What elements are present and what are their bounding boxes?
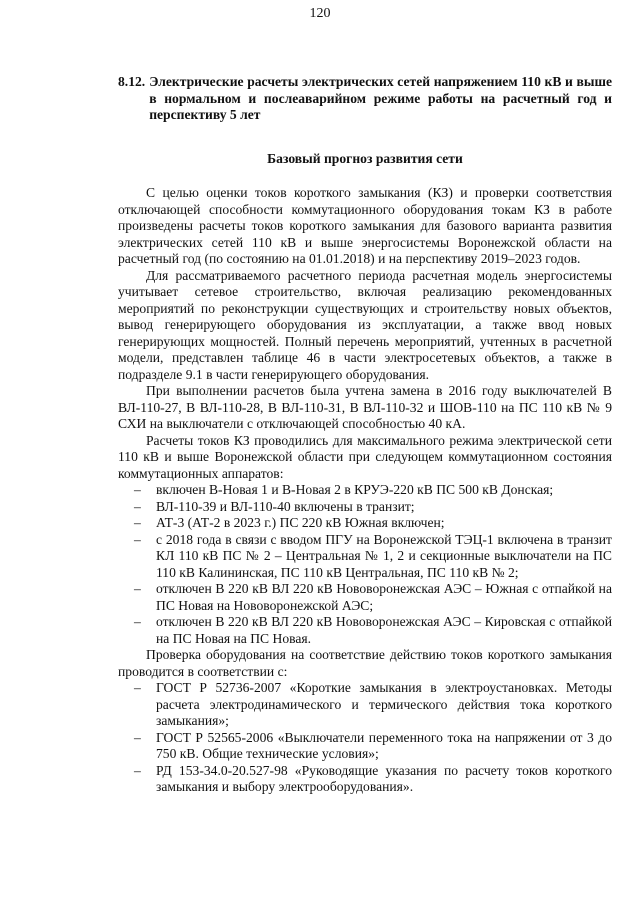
page-number: 120	[309, 6, 331, 21]
dash-marker: –	[134, 614, 141, 629]
list-item	[118, 499, 612, 516]
list-item-text: ГОСТ Р 52736-2007 «Короткие замыкания в электроустановках. Методы расчета электродинамического и термического действия тока короткого замыкания»;	[156, 680, 612, 728]
list-item-text: отключен В 220 кВ ВЛ 220 кВ Нововоронежская АЭС – Южная с отпайкой на ПС Новая на Нововоронежской АЭС;	[156, 581, 612, 613]
paragraph-breakers: При выполнении расчетов была учтена замена в 2016 году выключателей В ВЛ-110-27, В ВЛ-110-28, В ВЛ-110-31, В ВЛ-110-32 и ШОВ-110 на ПС 110 кВ № 9 СХИ на выключатели с отключающей способностью 40 кА.	[118, 383, 612, 431]
section-number: 8.12.	[118, 74, 146, 89]
list-item	[118, 680, 612, 730]
list-item	[118, 730, 612, 763]
paragraph-check: Проверка оборудования на соответствие действию токов короткого замыкания проводится в соответствии с:	[118, 647, 612, 679]
document-body	[118, 74, 612, 796]
dash-marker: –	[134, 482, 141, 497]
dash-marker: –	[134, 581, 141, 596]
list-item-text: ВЛ-110-39 и ВЛ-110-40 включены в транзит;	[156, 498, 415, 514]
list-item-text: ГОСТ Р 52565-2006 «Выключатели переменного тока на напряжении от 3 до 750 кВ. Общие технические условия»;	[156, 729, 612, 761]
standards-list	[118, 680, 612, 796]
states-list	[118, 482, 612, 647]
list-item	[118, 482, 612, 499]
subheading: Базовый прогноз развития сети	[267, 150, 463, 166]
dash-marker: –	[134, 729, 141, 745]
paragraph-conditions: Расчеты токов КЗ проводились для максимального режима электрической сети 110 кВ и выше Воронежской области при следующем коммутационном состояния коммутационных аппаратов:	[118, 432, 612, 481]
dash-marker: –	[134, 680, 141, 695]
list-item-text: отключен В 220 кВ ВЛ 220 кВ Нововоронежская АЭС – Кировская с отпайкой на ПС Новая на ПС Новая.	[156, 614, 612, 646]
list-item	[118, 515, 612, 532]
dash-marker: –	[134, 762, 141, 778]
list-item	[118, 581, 612, 614]
list-item-text: с 2018 года в связи с вводом ПГУ на Воронежской ТЭЦ-1 включена в транзит КЛ 110 кВ ПС № 2 – Центральная № 1, 2 и секционные выключатели на ПС 110 кВ Калининская, ПС 110 кВ Центральная, ПС 110 кВ № 2;	[156, 531, 612, 580]
dash-marker: –	[134, 498, 141, 514]
list-item-text: РД 153-34.0-20.527-98 «Руководящие указания по расчету токов короткого замыкания и выбору электрооборудования».	[156, 762, 612, 794]
list-item	[118, 532, 612, 582]
list-item	[118, 763, 612, 796]
paragraph-model: Для рассматриваемого расчетного периода расчетная модель энергосистемы учитывает сетевое строительство, включая реализацию рекомендованных мероприятий по реконструкции существующих и строительству новых объектов, вывод генерирующего оборудования из эксплуатации, а также ввод новых генерирующих мощностей. Полный перечень мероприятий, учтенных в расчетной модели, представлен таблице 46 в части электросетевых объектов, а также в подразделе 9.1 в части генерирующего оборудования.	[118, 267, 612, 382]
section-title: Электрические расчеты электрических сетей напряжением 110 кВ и выше в нормальном и послеаварийном режиме работы на расчетный год и перспективу 5 лет	[149, 74, 612, 122]
section-heading	[118, 74, 612, 124]
dash-marker: –	[134, 515, 141, 530]
paragraph-intro: С целью оценки токов короткого замыкания (КЗ) и проверки соответствия отключающей способности коммутационного оборудования токам КЗ в работе произведены расчеты токов короткого замыкания для базового варианта развития электрических сетей 110 кВ и выше энергосистемы Воронежской области на расчетный год (по состоянию на 01.01.2018) и на перспективу 2019–2023 годов.	[118, 185, 612, 266]
list-item-text: АТ-3 (АТ-2 в 2023 г.) ПС 220 кВ Южная включен;	[156, 515, 445, 530]
list-item	[118, 614, 612, 647]
list-item-text: включен В-Новая 1 и В-Новая 2 в КРУЭ-220 кВ ПС 500 кВ Донская;	[156, 482, 554, 497]
dash-marker: –	[134, 531, 141, 547]
